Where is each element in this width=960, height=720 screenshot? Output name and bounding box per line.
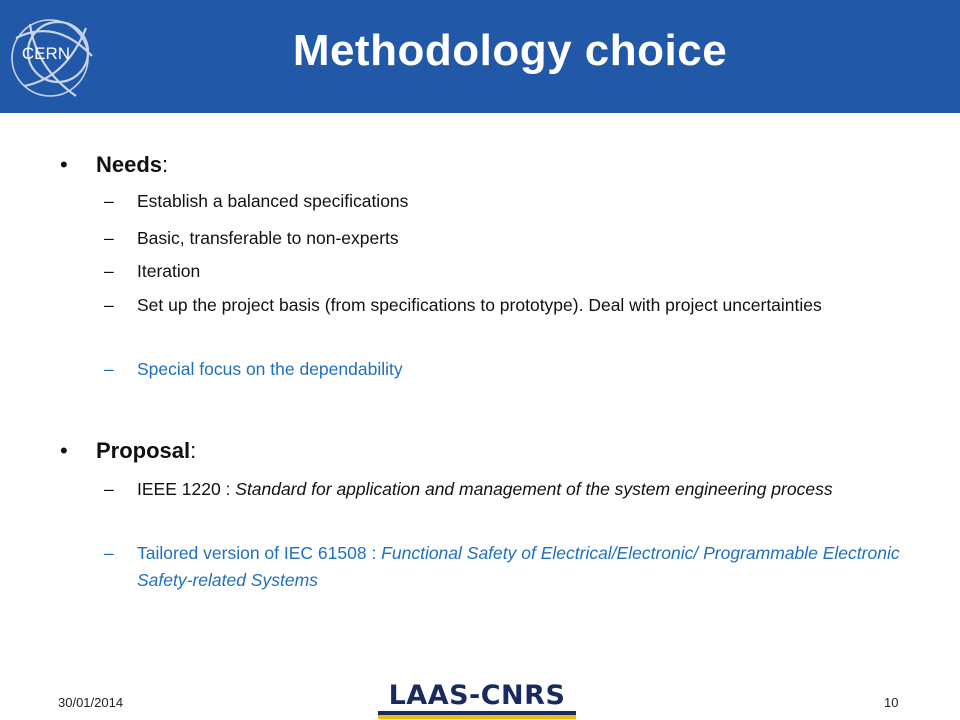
- needs-item-text: Establish a balanced specifications: [137, 191, 409, 211]
- footer-date: 30/01/2014: [58, 695, 124, 710]
- needs-item-text: Special focus on the dependability: [137, 359, 403, 379]
- proposal-heading: Proposal: [96, 438, 191, 463]
- proposal-item-prefix: Tailored version of IEC 61508 :: [137, 543, 382, 563]
- needs-heading: Needs: [96, 152, 163, 177]
- needs-heading-line: [96, 152, 168, 178]
- proposal-item-title: Standard for application and management of the system engineering process: [235, 479, 833, 499]
- page-number: 10: [884, 695, 899, 710]
- cern-logo-text: CERN: [21, 44, 71, 63]
- proposal-item-text: [137, 476, 907, 503]
- needs-item-text: Set up the project basis (from specifications to prototype). Deal with project uncertainties: [137, 295, 822, 315]
- proposal-item-title: Functional Safety of Electrical/Electronic/ Programmable Electronic Safety-related Systems: [137, 543, 900, 590]
- needs-item-text: Iteration: [137, 261, 201, 281]
- dash: –: [104, 295, 114, 315]
- logo-yellow-stripe: [378, 715, 576, 719]
- dash: –: [104, 261, 114, 281]
- dash: –: [104, 228, 114, 248]
- dash: –: [104, 359, 114, 379]
- title-bar: [0, 0, 960, 113]
- laas-cnrs-logo-text: LAAS-CNRS: [388, 680, 566, 711]
- laas-cnrs-logo: [374, 676, 580, 720]
- needs-colon: :: [162, 152, 169, 177]
- proposal-colon: :: [190, 438, 197, 463]
- proposal-item-text: [137, 540, 907, 594]
- dash: –: [104, 543, 114, 563]
- needs-item-text: Basic, transferable to non-experts: [137, 228, 399, 248]
- dash: –: [104, 191, 114, 211]
- dash: –: [104, 479, 114, 499]
- proposal-item-prefix: IEEE 1220 :: [137, 479, 236, 499]
- bullet-dot: •: [60, 438, 68, 463]
- slide-title: Methodology choice: [292, 26, 728, 75]
- proposal-heading-line: [96, 438, 196, 464]
- bullet-dot: •: [60, 152, 68, 177]
